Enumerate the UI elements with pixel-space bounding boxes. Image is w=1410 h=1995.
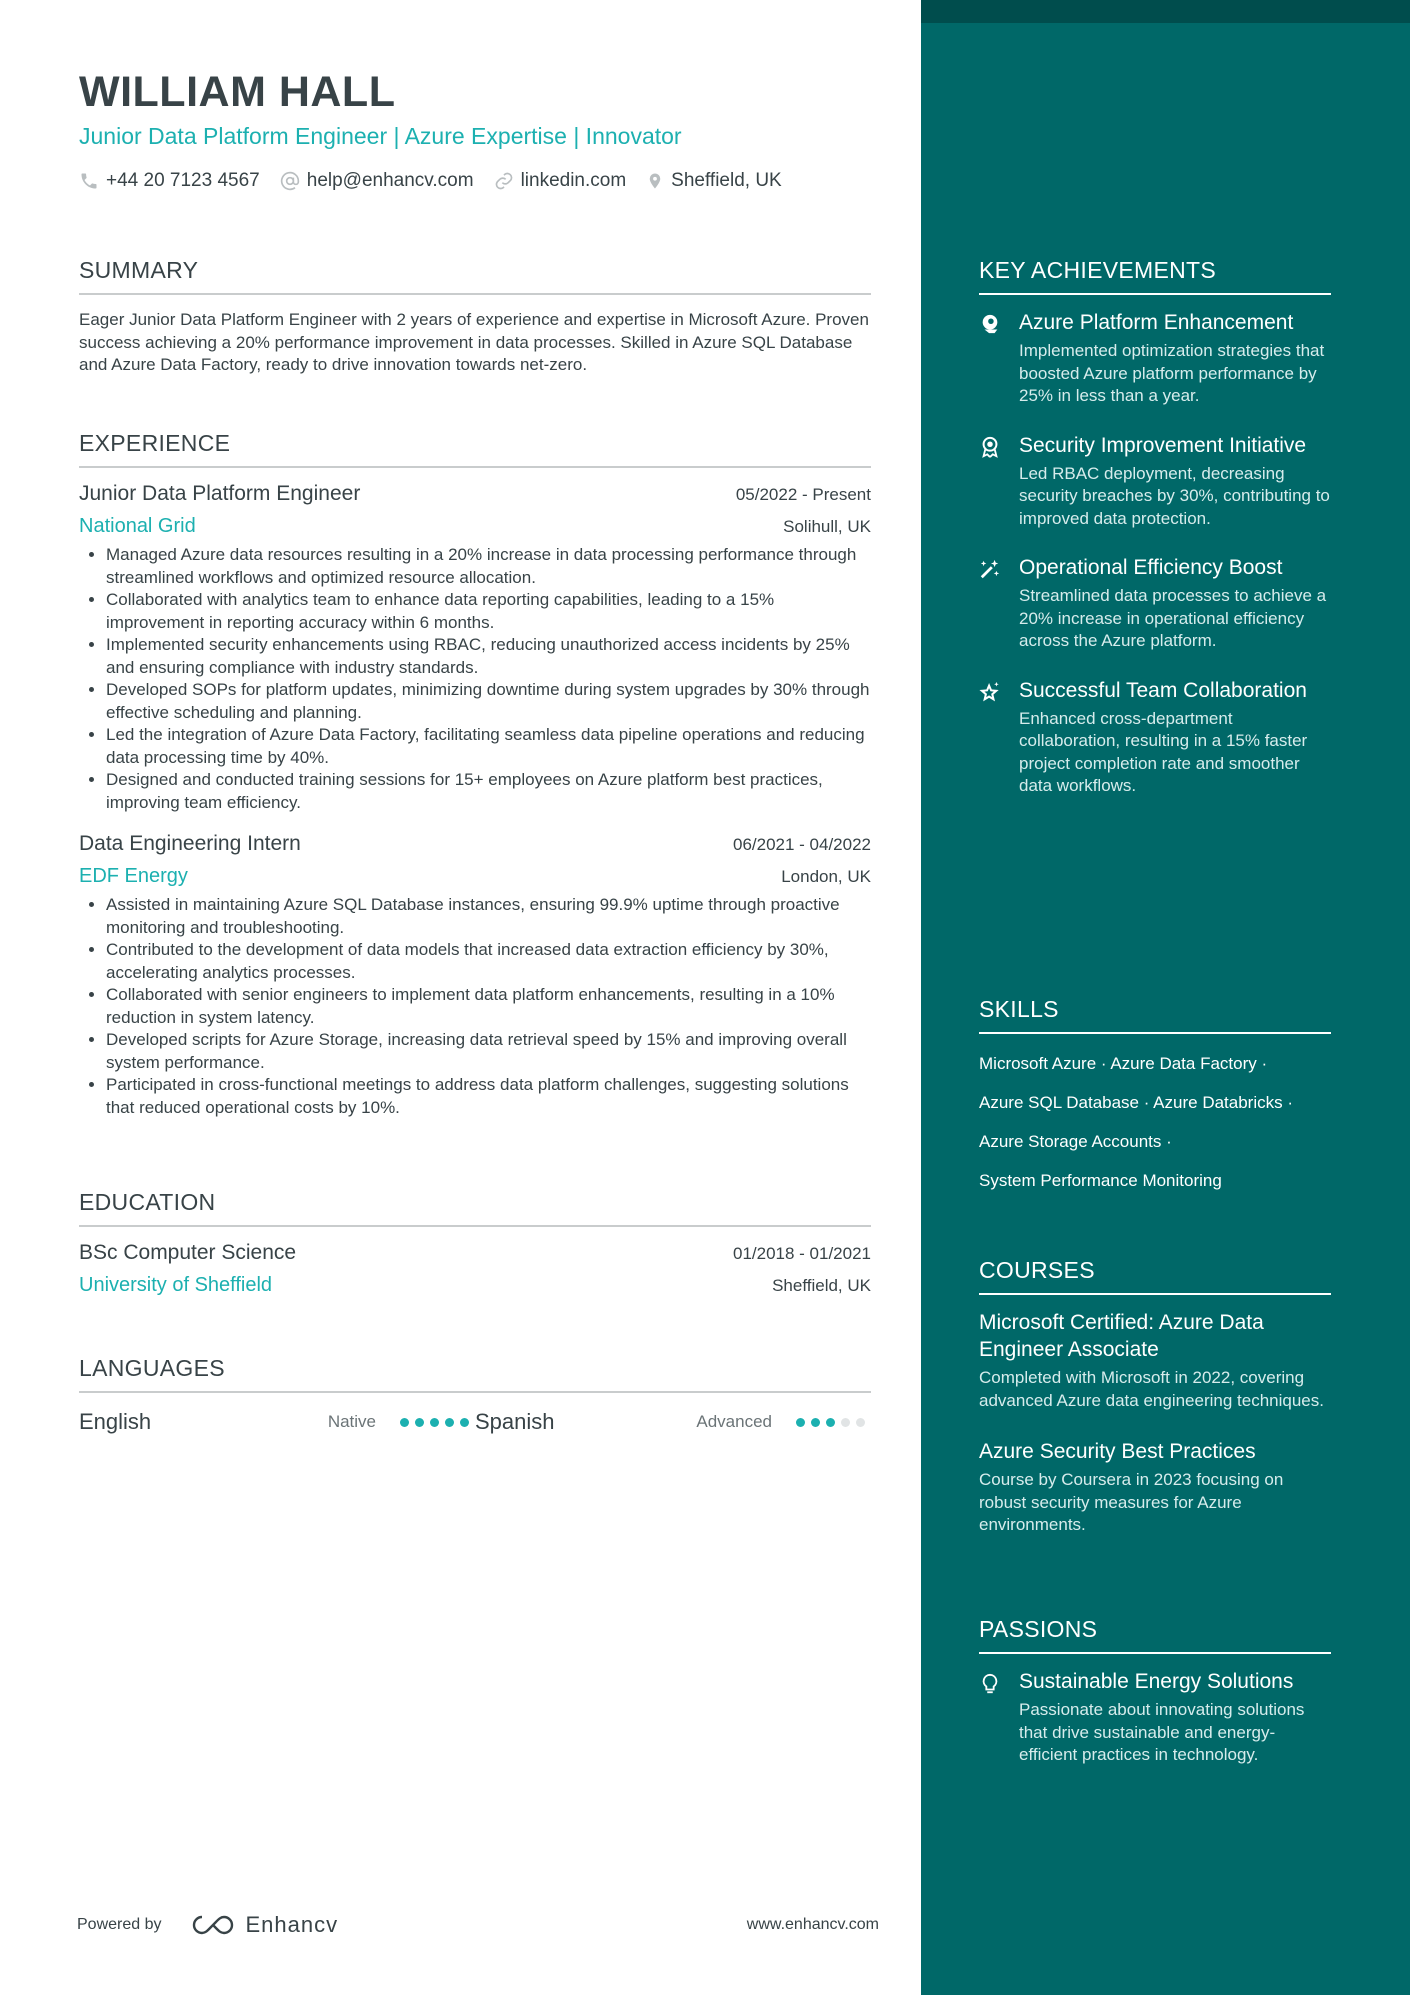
experience-heading: EXPERIENCE <box>79 430 871 468</box>
at-icon <box>280 171 300 191</box>
job-bullet: • Contributed to the development of data models that increased data extraction efficiency by 30%, accelerating analytics processes. <box>106 939 871 984</box>
powered-by-label: Powered by <box>77 1916 162 1933</box>
skill-line: Azure SQL Database · Azure Databricks · <box>979 1093 1294 1112</box>
achievement-title: Azure Platform Enhancement <box>1019 311 1294 334</box>
education-heading: EDUCATION <box>79 1189 871 1227</box>
job-bullet: • Participated in cross-functional meetings to address data platform challenges, suggesting solutions that reduced operational costs by 10%. <box>106 1074 871 1119</box>
footer <box>77 1912 879 1938</box>
courses-heading: COURSES <box>979 1257 1331 1295</box>
language-item <box>475 1409 871 1435</box>
passions-heading: PASSIONS <box>979 1616 1331 1654</box>
achievements-heading: KEY ACHIEVEMENTS <box>979 257 1331 295</box>
skills-section <box>979 996 1331 1200</box>
skill-line: System Performance Monitoring <box>979 1171 1222 1190</box>
course-item <box>979 1309 1331 1412</box>
job-role: Junior Data Platform Engineer <box>79 482 361 505</box>
education-school: University of Sheffield <box>79 1274 273 1296</box>
education-location: Sheffield, UK <box>772 1276 871 1295</box>
rating-dot-filled <box>430 1418 439 1427</box>
map-pin-icon <box>646 171 664 191</box>
course-title: Azure Security Best Practices <box>979 1440 1256 1463</box>
link-icon <box>494 171 514 191</box>
contact-phone[interactable] <box>79 170 260 192</box>
job-entry <box>79 482 871 814</box>
education-section <box>79 1189 871 1297</box>
candidate-title: Junior Data Platform Engineer | Azure Expertise | Innovator <box>79 123 682 149</box>
language-level: Native <box>327 1412 376 1431</box>
contact-bar <box>79 170 802 192</box>
achievement-title: Operational Efficiency Boost <box>1019 556 1283 579</box>
contact-email[interactable] <box>280 170 474 192</box>
job-company: National Grid <box>79 515 196 537</box>
passion-desc: Passionate about innovating solutions that drive sustainable and energy-efficient practices in technology. <box>1019 1700 1305 1764</box>
achievement-item <box>979 309 1331 408</box>
summary-text: Eager Junior Data Platform Engineer with 2 years of experience and expertise in Microsoft Azure. Proven success achieving a 20% performance improvement in data processes. Skilled in Azure SQL Database and Azure Data Factory, ready to drive innovation towards net-zero. <box>79 310 869 374</box>
skills-heading: SKILLS <box>979 996 1331 1034</box>
experience-section <box>79 430 871 1119</box>
summary-section <box>79 257 871 377</box>
candidate-name: WILLIAM HALL <box>79 68 396 116</box>
languages-row <box>79 1407 871 1437</box>
language-name: Spanish <box>475 1409 555 1434</box>
rating-dot-empty <box>856 1418 865 1427</box>
job-location: Solihull, UK <box>783 517 871 536</box>
achievement-title: Security Improvement Initiative <box>1019 433 1307 457</box>
rating-dot-filled <box>826 1418 835 1427</box>
rating-dot-filled <box>796 1418 805 1427</box>
job-bullet: • Collaborated with analytics team to enhance data reporting capabilities, leading to a 15% improvement in reporting accuracy within 6 months. <box>106 589 871 634</box>
email-text: help@enhancv.com <box>306 170 474 191</box>
footer-url[interactable]: www.enhancv.com <box>746 1916 879 1933</box>
rating-dot-filled <box>415 1418 424 1427</box>
job-bullet: • Managed Azure data resources resulting in a 20% increase in data processing performance through streamlined workflows and optimized resource allocation. <box>106 544 871 589</box>
passion-item <box>979 1668 1331 1767</box>
course-item <box>979 1438 1331 1537</box>
skill-line: Microsoft Azure · Azure Data Factory · <box>979 1054 1268 1073</box>
contact-location <box>646 170 782 192</box>
phone-icon <box>79 171 99 191</box>
powered-by <box>77 1912 338 1938</box>
rating-dot-empty <box>841 1418 850 1427</box>
job-bullets <box>106 544 871 814</box>
wand-sparkle-icon <box>979 558 1001 580</box>
job-role: Data Engineering Intern <box>79 832 301 855</box>
job-bullet: • Designed and conducted training sessions for 15+ employees on Azure platform best practices, improving team efficiency. <box>106 769 871 814</box>
skill-line: Azure Storage Accounts · <box>979 1132 1172 1151</box>
job-bullet: • Implemented security enhancements using RBAC, reducing unauthorized access incidents by 25% and ensuring compliance with industry standards. <box>106 634 871 679</box>
job-bullet: • Assisted in maintaining Azure SQL Database instances, ensuring 99.9% uptime through proactive monitoring and troubleshooting. <box>106 894 871 939</box>
rating-dot-filled <box>445 1418 454 1427</box>
achievement-desc: Implemented optimization strategies that boosted Azure platform performance by 25% in less than a year. <box>1019 341 1325 405</box>
contact-linkedin[interactable] <box>494 170 627 192</box>
achievement-item <box>979 432 1331 531</box>
summary-heading: SUMMARY <box>79 257 871 295</box>
phone-text: +44 20 7123 4567 <box>106 170 260 191</box>
education-dates: 01/2018 - 01/2021 <box>732 1244 871 1263</box>
hand-coin-icon <box>979 313 1001 335</box>
languages-section <box>79 1355 871 1437</box>
passions-section <box>979 1616 1331 1767</box>
education-entry <box>79 1241 871 1297</box>
job-bullet: • Developed SOPs for platform updates, minimizing downtime during system upgrades by 30% through effective scheduling and planning. <box>106 679 871 724</box>
achievement-desc: Streamlined data processes to achieve a 20% increase in operational efficiency across the Azure platform. <box>1019 586 1327 650</box>
job-location: London, UK <box>781 867 871 886</box>
course-desc: Course by Coursera in 2023 focusing on robust security measures for Azure environments. <box>979 1470 1284 1534</box>
job-bullet: • Developed scripts for Azure Storage, increasing data retrieval speed by 15% and improving overall system performance. <box>106 1029 871 1074</box>
achievement-item <box>979 677 1331 798</box>
enhancv-logo-icon <box>190 1913 236 1937</box>
passion-title: Sustainable Energy Solutions <box>1019 1670 1294 1693</box>
language-rating <box>400 1418 475 1427</box>
achievement-title: Successful Team Collaboration <box>1019 678 1307 702</box>
rating-dot-filled <box>460 1418 469 1427</box>
job-bullet: • Collaborated with senior engineers to implement data platform enhancements, resulting in a 10% reduction in system latency. <box>106 984 871 1029</box>
star-sparkle-icon <box>979 681 1001 703</box>
lightbulb-icon <box>979 1672 1001 1696</box>
rating-dot-filled <box>811 1418 820 1427</box>
sidebar-top-bar <box>921 0 1410 23</box>
language-item <box>79 1409 475 1435</box>
achievement-item <box>979 554 1331 653</box>
job-bullet: • Led the integration of Azure Data Factory, facilitating seamless data pipeline operations and reducing data processing time by 40%. <box>106 724 871 769</box>
languages-heading: LANGUAGES <box>79 1355 871 1393</box>
job-dates: 06/2021 - 04/2022 <box>732 835 871 854</box>
job-entry <box>79 832 871 1119</box>
rating-dot-filled <box>400 1418 409 1427</box>
linkedin-text: linkedin.com <box>520 170 627 191</box>
education-degree: BSc Computer Science <box>79 1241 297 1264</box>
enhancv-brand-text: Enhancv <box>245 1912 339 1937</box>
course-desc: Completed with Microsoft in 2022, covering advanced Azure data engineering techniques. <box>979 1368 1324 1410</box>
achievement-desc: Led RBAC deployment, decreasing security breaches by 30%, contributing to improved data protection. <box>1019 463 1330 528</box>
course-title: Microsoft Certified: Azure Data Engineer Associate <box>979 1311 1264 1361</box>
enhancv-logo[interactable] <box>190 1912 339 1938</box>
job-company: EDF Energy <box>79 865 188 887</box>
job-dates: 05/2022 - Present <box>735 485 871 504</box>
location-text: Sheffield, UK <box>671 170 782 191</box>
language-name: English <box>79 1409 152 1434</box>
skills-list <box>979 1044 1331 1200</box>
job-bullets <box>106 894 871 1119</box>
achievement-desc: Enhanced cross-department collaboration, resulting in a 15% faster project completion rate and smoother data workflows. <box>1019 708 1308 795</box>
achievements-section <box>979 257 1331 798</box>
language-level: Advanced <box>696 1412 772 1431</box>
award-ribbon-icon <box>979 436 1001 458</box>
language-rating <box>796 1418 871 1427</box>
courses-section <box>979 1257 1331 1537</box>
